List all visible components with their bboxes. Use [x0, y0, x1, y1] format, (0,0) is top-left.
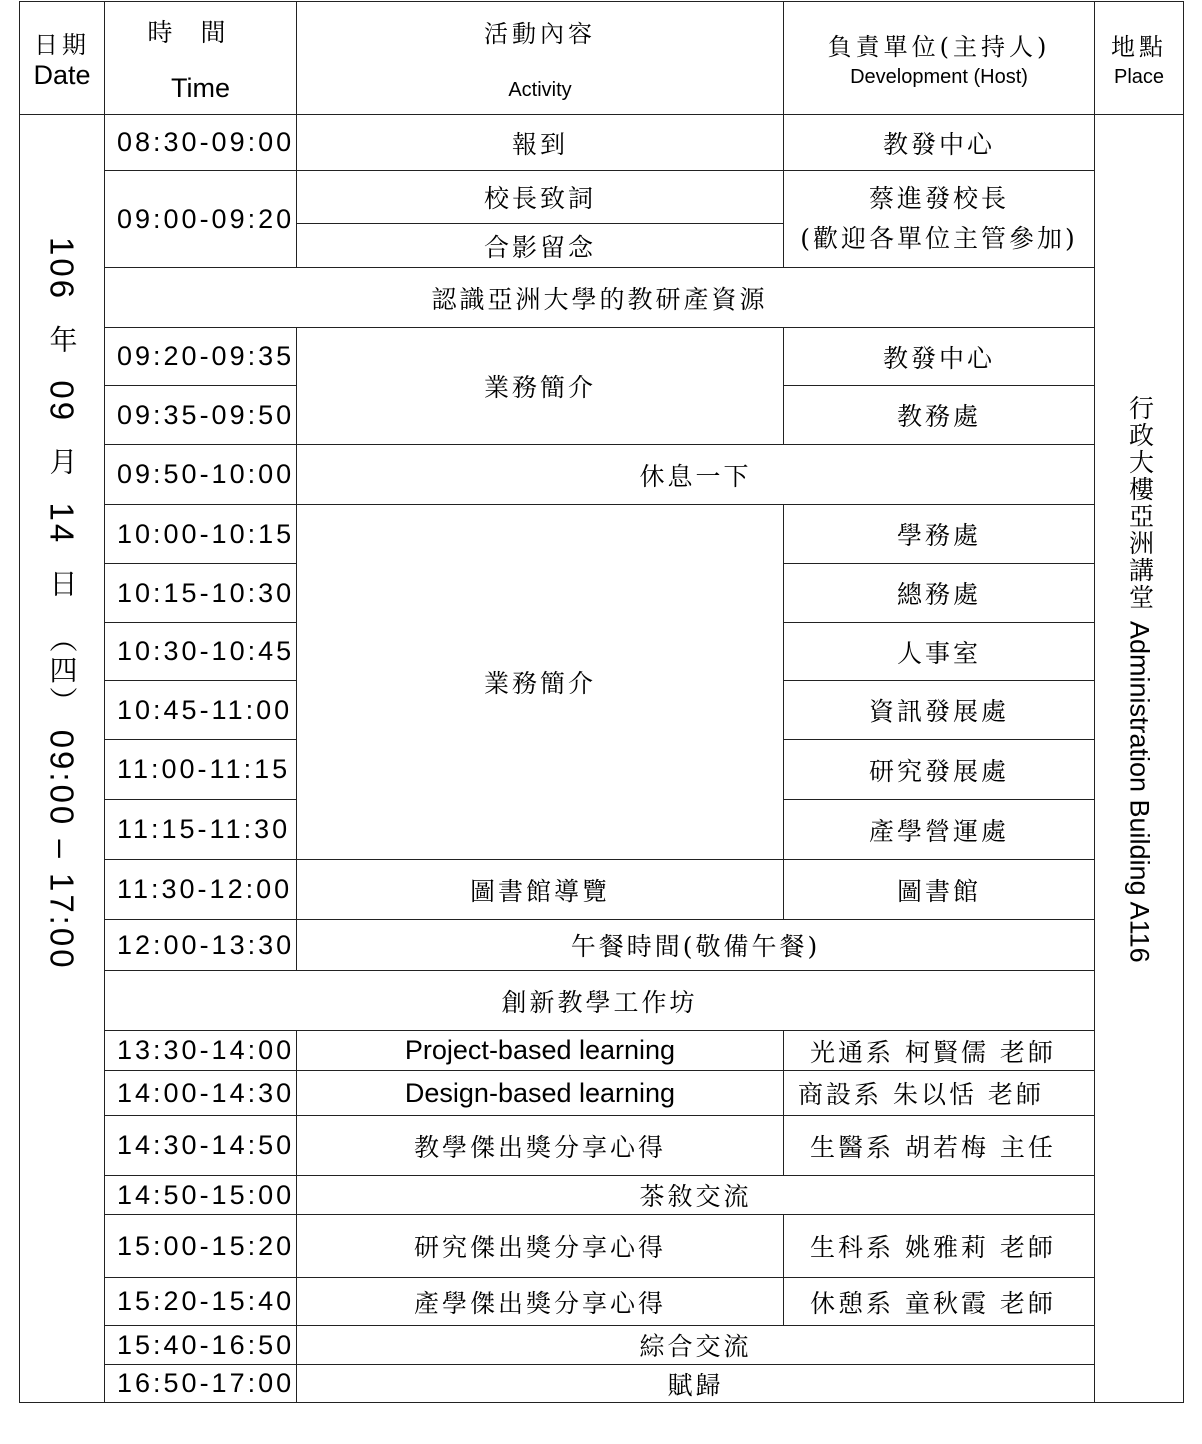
host-cell: 光通系 柯賢儒 老師	[784, 1031, 1095, 1071]
activity-cell: 教學傑出獎分享心得	[297, 1116, 784, 1176]
table-row	[20, 1365, 1184, 1403]
table-row	[20, 1278, 1184, 1326]
time-cell: 14:00-14:30	[105, 1071, 297, 1116]
table-row	[20, 328, 1184, 386]
host-cell	[784, 171, 1095, 268]
table-row	[20, 1071, 1184, 1116]
table-row	[20, 171, 1184, 224]
activity-cell: 報到	[297, 115, 784, 171]
date-weekday: （四）	[45, 624, 79, 718]
header-place-en: Place	[1113, 66, 1165, 88]
activity-cell: 茶敘交流	[297, 1176, 1095, 1215]
host-cell: 圖書館	[784, 860, 1095, 920]
place-cell	[1095, 115, 1184, 1403]
time-cell: 14:30-14:50	[105, 1116, 297, 1176]
activity-cell: 產學傑出獎分享心得	[297, 1278, 784, 1326]
time-cell: 16:50-17:00	[105, 1365, 297, 1403]
host-cell: 生醫系 胡若梅 主任	[784, 1116, 1095, 1176]
time-cell: 15:00-15:20	[105, 1215, 297, 1278]
date-year: 106	[43, 237, 81, 302]
host-cell: 教務處	[784, 386, 1095, 445]
header-place	[1095, 2, 1184, 115]
host-cell: 產學營運處	[784, 800, 1095, 860]
time-cell: 10:15-10:30	[105, 564, 297, 623]
schedule-table	[19, 1, 1184, 1403]
time-cell: 11:30-12:00	[105, 860, 297, 920]
time-cell: 08:30-09:00	[105, 115, 297, 171]
host-cell: 學務處	[784, 505, 1095, 564]
date-day-unit: 日	[45, 569, 79, 601]
activity-cell: Project-based learning	[297, 1031, 784, 1071]
host-cell: 人事室	[784, 623, 1095, 681]
table-row	[20, 1215, 1184, 1278]
table-row	[20, 920, 1184, 971]
time-cell: 09:20-09:35	[105, 328, 297, 386]
table-row	[20, 115, 1184, 171]
activity-cell: 綜合交流	[297, 1326, 1095, 1365]
time-cell: 12:00-13:30	[105, 920, 297, 971]
activity-cell: 業務簡介	[297, 505, 784, 860]
activity-cell: 合影留念	[297, 224, 784, 268]
section-title: 認識亞洲大學的教研產資源	[105, 268, 1095, 328]
activity-cell: 校長致詞	[297, 171, 784, 224]
date-month: 09	[43, 380, 81, 424]
time-cell: 11:00-11:15	[105, 740, 297, 800]
time-cell: 14:50-15:00	[105, 1176, 297, 1215]
time-cell: 13:30-14:00	[105, 1031, 297, 1071]
date-year-unit: 年	[45, 325, 79, 357]
table-row	[20, 445, 1184, 505]
date-day: 14	[43, 502, 81, 546]
table-row	[20, 1031, 1184, 1071]
host-cell: 總務處	[784, 564, 1095, 623]
host-cell: 研究發展處	[784, 740, 1095, 800]
table-row	[20, 1176, 1184, 1215]
activity-cell: 賦歸	[297, 1365, 1095, 1403]
time-cell: 10:45-11:00	[105, 681, 297, 740]
header-time-en: Time	[171, 72, 230, 103]
section-row	[20, 971, 1184, 1031]
activity-cell: 圖書館導覽	[297, 860, 784, 920]
host-cell: 商設系 朱以恬 老師	[784, 1071, 1095, 1116]
event-place	[1126, 395, 1153, 963]
section-row	[20, 268, 1184, 328]
activity-cell: 業務簡介	[297, 328, 784, 445]
header-time	[105, 2, 297, 115]
header-activity-zh: 活動內容	[484, 20, 596, 48]
host-cell: 教發中心	[784, 115, 1095, 171]
header-row	[20, 2, 1184, 115]
host-cell: 資訊發展處	[784, 681, 1095, 740]
activity-cell: Design-based learning	[297, 1071, 784, 1116]
activity-cell: 休息一下	[297, 445, 1095, 505]
time-cell: 15:20-15:40	[105, 1278, 297, 1326]
header-place-zh: 地點	[1111, 33, 1167, 61]
header-activity	[297, 2, 784, 115]
header-date	[20, 2, 105, 115]
host-cell: 教發中心	[784, 328, 1095, 386]
header-host	[784, 2, 1095, 115]
header-date-en: Date	[33, 60, 91, 90]
table-row	[20, 1326, 1184, 1365]
time-cell: 09:35-09:50	[105, 386, 297, 445]
header-host-zh: 負責單位(主持人)	[827, 33, 1051, 61]
time-cell: 09:00-09:20	[105, 171, 297, 268]
date-cell	[20, 115, 105, 1403]
time-cell: 15:40-16:50	[105, 1326, 297, 1365]
place-zh: 行政大樓亞洲講堂	[1125, 395, 1155, 611]
activity-cell: 研究傑出獎分享心得	[297, 1215, 784, 1278]
section-title: 創新教學工作坊	[105, 971, 1095, 1031]
table-row	[20, 860, 1184, 920]
host-line: 蔡進發校長	[868, 184, 1009, 213]
table-row	[20, 505, 1184, 564]
header-date-zh: 日期	[34, 31, 90, 59]
header-host-en: Development (Host)	[850, 66, 1028, 88]
event-date	[43, 237, 81, 971]
time-cell: 10:00-10:15	[105, 505, 297, 564]
host-cell: 休憩系 童秋霞 老師	[784, 1278, 1095, 1326]
header-activity-en: Activity	[508, 79, 572, 101]
time-cell: 10:30-10:45	[105, 623, 297, 681]
table-row	[20, 1116, 1184, 1176]
date-month-unit: 月	[45, 447, 79, 479]
date-hours: 09:00 – 17:00	[43, 729, 81, 971]
activity-cell: 午餐時間(敬備午餐)	[297, 920, 1095, 971]
place-en: Administration Building A116	[1124, 620, 1155, 963]
time-cell: 09:50-10:00	[105, 445, 297, 505]
header-time-zh: 時間	[147, 17, 254, 47]
host-line: (歡迎各單位主管參加)	[800, 224, 1078, 253]
time-cell: 11:15-11:30	[105, 800, 297, 860]
host-cell: 生科系 姚雅莉 老師	[784, 1215, 1095, 1278]
